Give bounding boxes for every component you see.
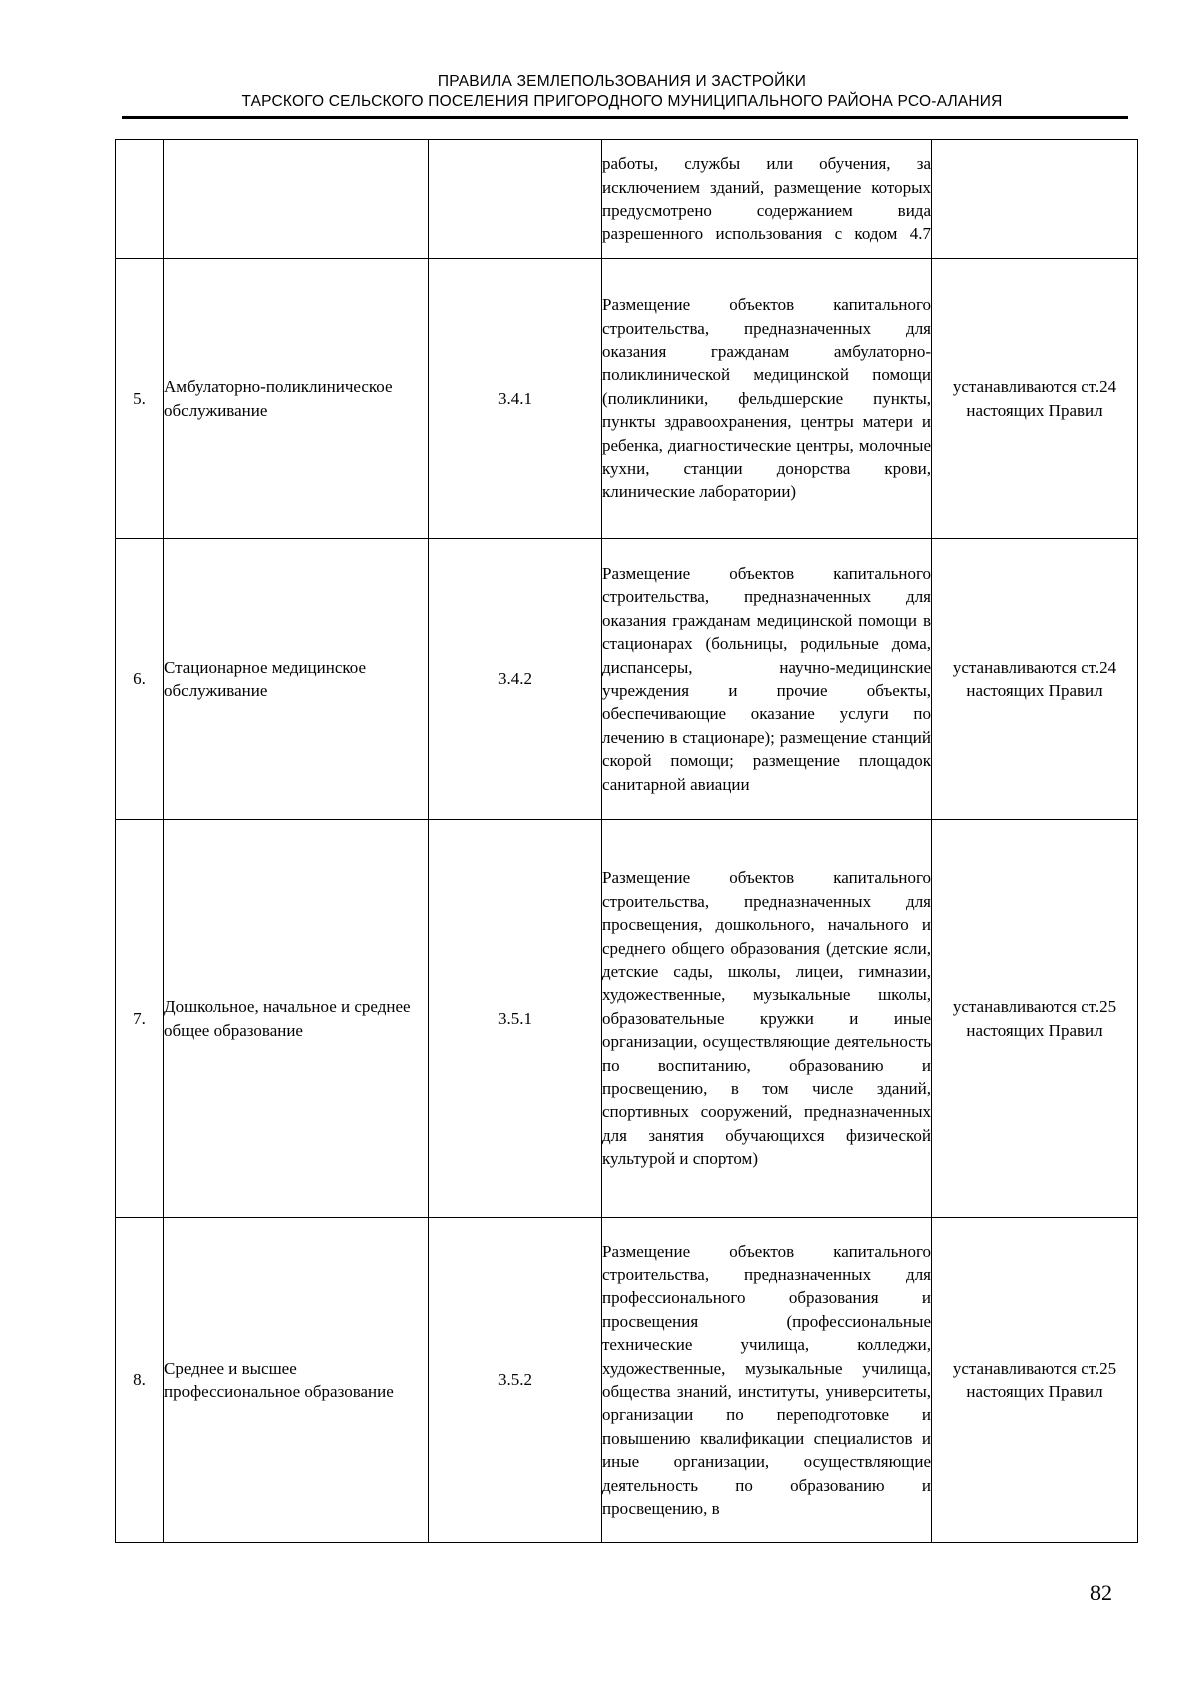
- table-row: [116, 140, 1138, 259]
- use-type-description: Размещение объектов капитального строительства, предназначенных для профессионального образования и просвещения (профессиональные технические училища, колледжи, художественные, музыкальные училища, общества знаний, институты, университеты, организации по переподготовке и повышению квалификации специалистов и иные организации, осуществляющие деятельность по образованию и просвещению, в: [602, 1218, 932, 1543]
- row-number: 5.: [116, 259, 164, 539]
- use-type-description: Размещение объектов капитального строительства, предназначенных для оказания гражданам медицинской помощи в стационарах (больницы, родильные дома, диспансеры, научно-медицинские учреждения и прочие объекты, обеспечивающие оказание услуги по лечению в стационаре); размещение станций скорой помощи; размещение площадок санитарной авиации: [602, 539, 932, 820]
- use-type-code: 3.4.2: [429, 539, 602, 820]
- use-type-name: Дошкольное, начальное и среднее общее образование: [164, 820, 429, 1218]
- row-number: [116, 140, 164, 259]
- use-type-code: [429, 140, 602, 259]
- header-title-line1: ПРАВИЛА ЗЕМЛЕПОЛЬЗОВАНИЯ И ЗАСТРОЙКИ: [437, 73, 807, 90]
- use-type-note: устанавливаются ст.25 настоящих Правил: [932, 820, 1138, 1218]
- use-type-note: устанавливаются ст.24 настоящих Правил: [932, 259, 1138, 539]
- document-header: [122, 72, 1122, 112]
- use-type-note: устанавливаются ст.24 настоящих Правил: [932, 539, 1138, 820]
- use-type-note: [932, 140, 1138, 259]
- header-rule: [122, 116, 1128, 119]
- row-number: 7.: [116, 820, 164, 1218]
- use-type-code: 3.5.2: [429, 1218, 602, 1543]
- use-type-description: Размещение объектов капитального строительства, предназначенных для просвещения, дошкольного, начального и среднего общего образования (детские ясли, детские сады, школы, лицеи, гимназии, художественные, музыкальные школы, образовательные кружки и иные организации, осуществляющие деятельность по воспитанию, образованию и просвещению, в том числе зданий, спортивных сооружений, предназначенных для занятия обучающихся физической культурой и спортом): [602, 820, 932, 1218]
- use-type-code: 3.5.1: [429, 820, 602, 1218]
- use-type-note: устанавливаются ст.25 настоящих Правил: [932, 1218, 1138, 1543]
- table-row: [116, 259, 1138, 539]
- use-type-name: Стационарное медицинское обслуживание: [164, 539, 429, 820]
- row-number: 8.: [116, 1218, 164, 1543]
- row-number: 6.: [116, 539, 164, 820]
- use-type-name: Амбулаторно-поликлиническое обслуживание: [164, 259, 429, 539]
- page-number: 82: [1090, 1580, 1112, 1605]
- table-row: [116, 539, 1138, 820]
- header-title-line2: ТАРСКОГО СЕЛЬСКОГО ПОСЕЛЕНИЯ ПРИГОРОДНОГО МУНИЦИПАЛЬНОГО РАЙОНА РСО-АЛАНИЯ: [241, 93, 1003, 110]
- use-type-description: Размещение объектов капитального строительства, предназначенных для оказания гражданам амбулаторно-поликлинической медицинской помощи (поликлиники, фельдшерские пункты, пункты здравоохранения, центры матери и ребенка, диагностические центры, молочные кухни, станции донорства крови, клинические лаборатории): [602, 259, 932, 539]
- table-row: [116, 820, 1138, 1218]
- use-type-description: работы, службы или обучения, за исключением зданий, размещение которых предусмотрено содержанием вида разрешенного использования с кодом 4.7: [602, 140, 932, 259]
- use-type-code: 3.4.1: [429, 259, 602, 539]
- use-type-name: [164, 140, 429, 259]
- land-use-table: [115, 139, 1138, 1543]
- use-type-name: Среднее и высшее профессиональное образование: [164, 1218, 429, 1543]
- table-row: [116, 1218, 1138, 1543]
